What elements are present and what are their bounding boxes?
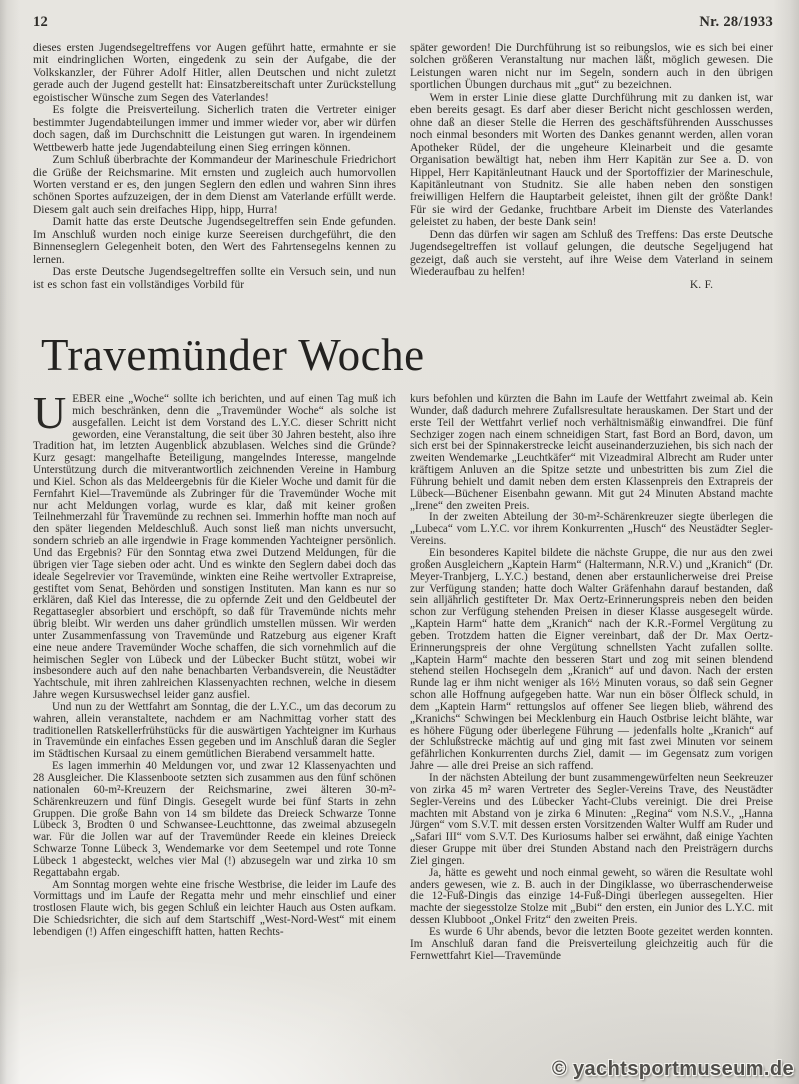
page-header xyxy=(33,14,773,31)
author-signature: K. F. xyxy=(689,278,713,291)
top-article xyxy=(33,42,773,342)
watermark: © yachtsportmuseum.de xyxy=(551,1058,794,1080)
top-article-right-paragraphs xyxy=(410,42,773,279)
paragraph: Und nun zu der Wettfahrt am Sonntag, die der L.Y.C., um das decorum zu wahren, allein veranstaltete, nachdem er am Nachmittag vorher statt des traditionellen Ratskellerfrühstücks für die auswärtigen Yachteigner im Kurhaus in Travemünde ein einfaches Essen gegeben und im Anschluß daran die Segler im Städtischen Kursaal zu einem gemütlichen Bierabend versammelt hatte. xyxy=(33,700,396,761)
paragraph: Ja, hätte es geweht und noch einmal geweht, so wären die Resultate wohl anders gewesen, wie z. B. auch in der Dingiklasse, wo überraschenderweise die 12-Fuß-Dingis das einzige 14-Fuß-Dingi überlegen aussegelten. Hier machte der siegesstolze Stolze mit „Bubi“ den ersten, ein Junior des L.Y.C. mit dessen Klubboot „Onkel Fritz“ den zweiten Preis. xyxy=(410,866,773,927)
paragraph: Ein besonderes Kapitel bildete die nächste Gruppe, die nur aus den zwei großen Ausgleichern „Kaptein Harm“ (Haltermann, N.R.V.) und „Kranich“ (Dr. Meyer-Tranbjerg, L.Y.C.) bestand, denen aber erstaunlicherweise drei Preise zur Verfügung standen; hatte doch Walter Gräfenhahn darauf bestanden, daß sein alljährlich gestifteter Dr. Max Oertz-Erinnerungspreis neben den beiden schon zur Verfügung stehenden Preisen in dieser Klasse ausgesegelt würde. „Kaptein Harm“ hatte dem „Kranich“ nach der K.R.-Formel Vergütung zu geben. Trotzdem hatten die Eigner vereinbart, daß der Dr. Max Oertz-Erinnerungspreis der ohne Vergütung schnellsten Yacht zufallen sollte. „Kaptein Harm“ machte den besseren Start und zog mit seinen blendend stehend steilen Hochsegeln dem „Kranich“ auf und davon. Nach der ersten Runde lag er ihm nicht weniger als 16½ Minuten voraus, so daß sein Gegner schon alle Hoffnung aufgegeben hatte. War nun ein böser Ölfleck schuld, in dem „Kaptein Harm“ rettungslos auf offener See liegen blieb, während des „Kranichs“ Schwingen bei Mecklenburg ein Hauch Ostbrise leicht blähte, war es höhere Fügung oder überlegene Führung — jedenfalls holte „Kranich“ auf der Schlußstrecke mächtig auf und ging mit fast zwei Minuten vor seinem gefährlichen Konkurrenten durchs Ziel, damit — im Gegensatz zum vorigen Jahre — alle drei Preise an sich raffend. xyxy=(410,546,773,773)
paragraph: In der zweiten Abteilung der 30-m²-Schärenkreuzer siegte überlegen die „Lubeca“ vom L.Y.C. vor ihrem Konkurrenten „Husch“ des Neustädter Segler-Vereins. xyxy=(410,511,773,548)
paragraph: Damit hatte das erste Deutsche Jugendsegeltreffen sein Ende gefunden. Im Anschluß wurden noch einige kurze Seereisen durchgeführt, die den Binnenseglern Gelegenheit boten, den Wert des Fahrtensegelns kennen zu lernen. xyxy=(33,216,396,266)
paragraph: Denn das dürfen wir sagen am Schluß des Treffens: Das erste Deutsche Jugendsegeltreffen ist vollauf gelungen, die deutsche Segeljugend hat gezeigt, daß auch sie versteht, auf ihre Weise dem Vaterland in seinem Wiederaufbau zu helfen! xyxy=(410,228,773,279)
issue-number: Nr. 28/1933 xyxy=(699,14,773,30)
paragraph: Das erste Deutsche Jugendsegeltreffen sollte ein Versuch sein, und nun ist es schon fast ein vollständiges Vorbild für xyxy=(33,266,396,291)
paragraph: Es wurde 6 Uhr abends, bevor die letzten Boote gezeitet werden konnten. Im Anschluß daran fand die Preisverteilung gleichzeitig auch für die Fernwettfahrt Kiel—Travemünde xyxy=(410,925,773,962)
paragraph: In der nächsten Abteilung der bunt zusammengewürfelten neun Seekreuzer von zirka 45 m² waren Vertreter des Segler-Vereins Trave, des Neustädter Segler-Vereins und des Lübecker Yacht-Clubs vereinigt. Die drei Preise machten mit Abstand von je zirka 6 Minuten: „Regina“ vom N.S.V., „Hanna Jürgen“ vom S.V.T. mit dessen ersten Vorsitzenden Walter Wulff am Ruder und „Safari III“ vom S.V.T. Des Kuriosums halber sei erwähnt, daß einige Yachten dieser Gruppe mit über drei Stunden Abstand nach den Preisträgern durchs Ziel gingen. xyxy=(410,772,773,867)
main-article-right-column xyxy=(410,394,773,963)
paragraph: Am Sonntag morgen wehte eine frische Westbrise, die leider im Laufe des Vormittags und im Laufe der Regatta mehr und mehr einschlief und einer trostlosen Flaute wich, bis gegen Schluß ein leichter Hauch aus Osten aufkam. Die Schiedsrichter, die sich auf dem Startschiff „West-Nord-West“ mit einem lebendigen (!) Affen eingeschifft hatten, hatten Rechts- xyxy=(33,878,396,938)
paragraph: Zum Schluß überbrachte der Kommandeur der Marineschule Friedrichort die Grüße der Reichsmarine. Mit ernsten und zugleich auch humorvollen Worten verstand er es, den jungen Seglern den edlen und wahren Sinn ihres schönen Sportes aufzuzeigen, der in dem Dienst am Vaterlande erfüllt werde. Diesem galt auch sein dreifaches Hipp, hipp, Hurra! xyxy=(33,154,396,216)
article-headline: Travemünder Woche xyxy=(41,330,425,380)
paragraph: Wem in erster Linie diese glatte Durchführung mit zu danken ist, war eben bereits gesagt. Es darf aber dieser Bericht nicht geschlossen werden, ohne daß an dieser Stelle die Herren des geschäftsführenden Ausschusses noch einmal besonders mit Worten des Dankes genannt werden, allen voran Apotheker Rüdel, der die ungeheure Kleinarbeit und die gesamte Organisation bewältigt hat, neben ihm Herr Kapitän zur See a. D. von Hippel, Herr Kapitänleutnant Hauck und der Sportoffizier der Marineschule, Kapitänleutnant von Studnitz. Sie alle haben neben den sonstigen freiwilligen Helfern die Hauptarbeit geleistet, ihnen gilt der größte Dank! Für sie wird der Gedanke, fruchtbare Arbeit im Dienste des Vaterlandes geleistet zu haben, der beste Dank sein! xyxy=(410,91,773,229)
main-article-left-column xyxy=(33,394,396,963)
paragraph: Es folgte die Preisverteilung. Sicherlich traten die Vertreter einiger bestimmter Jugendabteilungen immer und immer wieder vor, aber wir dürfen doch sagen, daß im Durchschnitt die Leistungen gut waren. In irgendeinem Wettbewerb hatte jede Jugendabteilung einen Sieg erringen können. xyxy=(33,104,396,154)
drop-cap: U xyxy=(33,394,67,438)
paragraph: später geworden! Die Durchführung ist so reibungslos, wie es sich bei einer solchen größeren Veranstaltung nur machen läßt, möglich gewesen. Die Leistungen waren nicht nur im Segeln, sondern auch in den übrigen sportlichen Übungen durchaus mit „gut“ zu bezeichnen. xyxy=(410,42,773,92)
main-article-left-paragraphs xyxy=(33,702,396,939)
top-article-left-column xyxy=(33,42,396,292)
opening-paragraph-text: EBER eine „Woche“ sollte ich berichten, und auf einen Tag muß ich mich beschränken, denn die „Travemünder Woche“ als solche ist ausgefallen. Leicht ist dem Vorstand des L.Y.C. dieser Schritt nicht geworden, eine Veranstaltung, die seit über 30 Jahren besteht, also ihre Tradition hat, im letzten Augenblick abzublasen. Welches sind die Gründe? Kurz gesagt: mangelhafte Beteiligung, mangelndes Interesse, mangelnde Unterstützung durch die mitverantwortlich zeichnenden Vereine in Hamburg und Kiel. Schon als das Meldeergebnis für die Kieler Woche und damit für die Fernfahrt Kiel—Travemünde als Zubringer für die Travemünder Woche mit nur acht Meldungen vorlag, wurde es klar, daß mit keiner großen Teilnehmerzahl für Travemünde zu rechnen sei. Immerhin hoffte man noch auf den später liegenden Meldeschluß. Auch sonst ließ man nichts unversucht, sondern schrieb an alle irgendwie in Frage kommenden Yachteigner persönlich. Und das Ergebnis? Für den Sonntag etwa zwei Dutzend Meldungen, für die übrigen vier Tage sieben oder acht. Und es winkte den Seglern dabei doch das ideale Segelrevier vor Travemünde, winkten eine Reihe wertvoller Extrapreise, gestiftet vom Senat, Behörden und sonstigen Instituten. Man kann es nur so erklären, daß Kiel das Interesse, die zu opfernde Zeit und den Geldbeutel der Regattasegler absorbiert und erschöpft, so daß für Travemünde nichts mehr übrig bleibt. Wir werden uns daher gründlich umstellen müssen. Wir werden unter Zusammenfassung von Travemünde und Ratzeburg aus eigener Kraft eine neue andere Travemünder Woche schaffen, die sich vornehmlich auf die heimischen Segler von Lübeck und der Lübecker Bucht stützt, wobei wir insbesondere auch auf den nahe benachbarten Verbandsverein, die Neustädter Yachtschule, mit ihren zahlreichen Klassenyachten rechnen, welche in diesem Jahre wegen Kursuswechsel leider ganz ausfiel. xyxy=(33,394,396,702)
paragraph: kurs befohlen und kürzten die Bahn im Laufe der Wettfahrt zweimal ab. Kein Wunder, daß dadurch mehrere Zufallsresultate herauskamen. Der Start und der erste Teil der Wettfahrt verlief noch verhältnismäßig einwandfrei. Die fünf Sechziger zogen nach einem schneidigen Start, fast Bord an Bord, davon, um sich erst bei der Spinnakerstrecke leicht auseinanderzuziehen, bis sich nach der zweiten Wendemarke „Leuchtkäfer“ mit Vizeadmiral Albrecht am Ruder unter kräftigem Anluven an die Spitze setzte und unbestritten bis zum Ziel die Führung behielt und damit neben dem ersten Klassenpreis den Extrapreis der Lübeck—Büchener Eisenbahn gewann. Mit gut 24 Minuten Abstand machte „Irene“ den zweiten Preis. xyxy=(410,394,773,512)
paragraph: dieses ersten Jugendsegeltreffens vor Augen geführt hatte, ermahnte er sie mit eindringlichen Worten, eingedenk zu sein der Aufgabe, die der Volkskanzler, der Führer Adolf Hitler, allen Deutschen und nicht zuletzt gerade auch der Jugend gestellt hat: Einsatzbereitschaft unter Zurückstellung egoistischer Wünsche zum Segen des Vaterlandes! xyxy=(33,42,396,104)
paragraph: Es lagen immerhin 40 Meldungen vor, und zwar 12 Klassenyachten und 28 Ausgleicher. Die Klassenboote setzten sich zusammen aus den fünf schönen nationalen 60-m²-Kreuzern der Reichsmarine, zwei älteren 30-m²-Schärenkreuzern und fünf Dingis. Gesegelt wurde bei fünf Starts in zehn Gruppen. Die große Bahn von 14 sm bildete das Dreieck Schwarze Tonne Lübeck 3, Brodten 0 und Schwansee-Leuchttonne, das zweimal abzusegeln war. Für die Jollen war auf der Travemünder Reede ein kleines Dreieck Schwarze Tonne Lübeck 3, Wendemarke vor dem Seetempel und rote Tonne Lübeck 1 abgesteckt, welches vier Mal (!) abzusegeln war und zirka 10 sm Regattabahn ergab. xyxy=(33,760,396,879)
main-article xyxy=(33,394,773,1084)
top-article-right-column xyxy=(410,42,773,292)
opening-paragraph xyxy=(33,394,396,702)
page-number: 12 xyxy=(33,14,49,30)
